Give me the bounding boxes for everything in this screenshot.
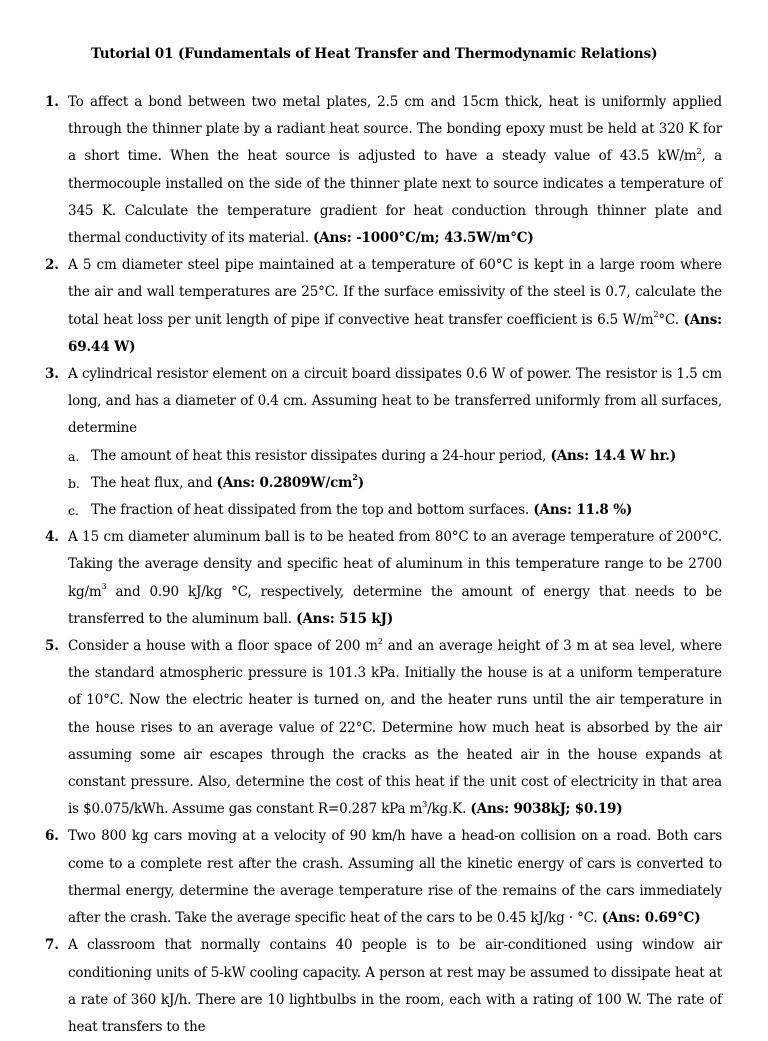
answer-text: (Ans: 0.2809W/cm xyxy=(216,474,353,491)
question-text: A classroom that normally contains 40 people is to be air-conditioned using window air conditioning units of 5-kW cooling capacity. A person at rest may be assumed to dissipate heat at a rate of 360 kJ/h. There are 10 lightbulbs in the room, each with a rating of 100 W. The rate of heat transfers to the xyxy=(68,937,722,1035)
superscript: 2 xyxy=(352,472,358,483)
sub-question-label: c. xyxy=(68,503,79,519)
sub-question-b xyxy=(68,470,722,497)
sub-question-text: The fraction of heat dissipated from the top and bottom surfaces. xyxy=(91,502,530,519)
question-text: Consider a house with a floor space of 200 m xyxy=(68,638,378,655)
question-2 xyxy=(45,252,722,361)
question-7 xyxy=(45,932,722,1041)
question-1 xyxy=(45,89,722,252)
question-3 xyxy=(45,361,722,524)
question-text: °C. xyxy=(658,311,679,328)
question-text: and an average height of 3 m at sea level, where the standard atmospheric pressure is 101.3 kPa. Initially the house is at a uniform temperature of 10°C. Now the electric heater is turned on, and the heater runs until the air temperature in the house rises to an average value of 22°C. Determine how much heat is absorbed by the air assuming some air escapes through the cracks as the heated air in the house expands at constant pressure. Also, determine the cost of this heat if the unit cost of electricity in that area is $0.075/kWh. Assume gas constant R=0.287 kPa m xyxy=(68,638,722,818)
question-number: 6. xyxy=(45,828,59,845)
question-text: , a thermocouple installed on the side of the thinner plate next to source indicates a temperature of 345 K. Calculate the temperature gradient for heat conduction through thinner plate and thermal conductivity of its material. xyxy=(68,148,722,247)
question-4 xyxy=(45,524,722,633)
question-text: A 15 cm diameter aluminum ball is to be heated from 80°C to an average temperature of 200°C. Taking the average density and specific heat of aluminum in this temperature range to be 2700 kg/m xyxy=(68,529,722,600)
answer-text: ) xyxy=(357,474,364,491)
question-text: and 0.90 kJ/kg °C, respectively, determine the amount of energy that needs to be transferred to the aluminum ball. xyxy=(68,583,722,627)
sub-question-a xyxy=(68,443,722,470)
question-number: 3. xyxy=(45,366,59,383)
answer-text: (Ans: 0.69°C) xyxy=(601,910,701,927)
answer-text: (Ans: -1000°C/m; 43.5W/m°C) xyxy=(313,230,534,247)
question-text: To affect a bond between two metal plates, 2.5 cm and 15cm thick, heat is uniformly applied through the thinner plate by a radiant heat source. The bonding epoxy must be held at 320 K for a short time. When the heat source is adjusted to have a steady value of 43.5 kW/m xyxy=(68,94,722,165)
sub-question-label: a. xyxy=(68,448,80,464)
superscript: 3 xyxy=(422,799,428,809)
superscript: 3 xyxy=(101,582,107,592)
answer-text: (Ans: 11.8 %) xyxy=(533,502,633,519)
question-number: 1. xyxy=(45,94,59,110)
answer-text: (Ans: 69.44 W) xyxy=(68,311,722,355)
sub-question-text: The heat flux, and xyxy=(91,474,213,491)
question-text: /kg.K. xyxy=(427,801,467,818)
question-list xyxy=(45,89,722,1041)
question-number: 5. xyxy=(45,638,59,655)
question-text: A 5 cm diameter steel pipe maintained at a temperature of 60°C is kept in a large room where the air and wall temperatures are 25°C. If the surface emissivity of the steel is 0.7, calculate the total heat loss per unit length of pipe if convective heat transfer coefficient is 6.5 W/m xyxy=(68,257,722,328)
answer-text: (Ans: 14.4 W hr.) xyxy=(550,447,677,464)
superscript: 2 xyxy=(377,636,383,646)
question-text: A cylindrical resistor element on a circuit board dissipates 0.6 W of power. The resistor is 1.5 cm long, and has a diameter of 0.4 cm. Assuming heat to be transferred uniformly from all surfaces, determine xyxy=(68,366,722,437)
sub-question-label: b. xyxy=(68,475,80,491)
page-title: Tutorial 01 (Fundamentals of Heat Transfer and Thermodynamic Relations) xyxy=(91,46,658,62)
question-text: Two 800 kg cars moving at a velocity of 90 km/h have a head-on collision on a road. Both cars come to a complete rest after the crash. Assuming all the kinetic energy of cars is converted to thermal energy, determine the average temperature rise of the remains of the cars immediately after the crash. Take the average specific heat of the cars to be 0.45 kJ/kg · °C. xyxy=(68,828,722,927)
question-5 xyxy=(45,633,722,823)
sub-question-c xyxy=(68,497,722,524)
question-number: 7. xyxy=(45,937,59,954)
question-number: 4. xyxy=(45,529,59,546)
superscript: 2 xyxy=(653,310,659,320)
answer-text: (Ans: 515 kJ) xyxy=(296,610,394,627)
question-6 xyxy=(45,823,722,932)
answer-text: (Ans: 9038kJ; $0.19) xyxy=(470,801,623,818)
question-number: 2. xyxy=(45,257,59,274)
sub-question-text: The amount of heat this resistor dissipates during a 24-hour period, xyxy=(91,447,547,464)
superscript: 2 xyxy=(696,146,702,156)
